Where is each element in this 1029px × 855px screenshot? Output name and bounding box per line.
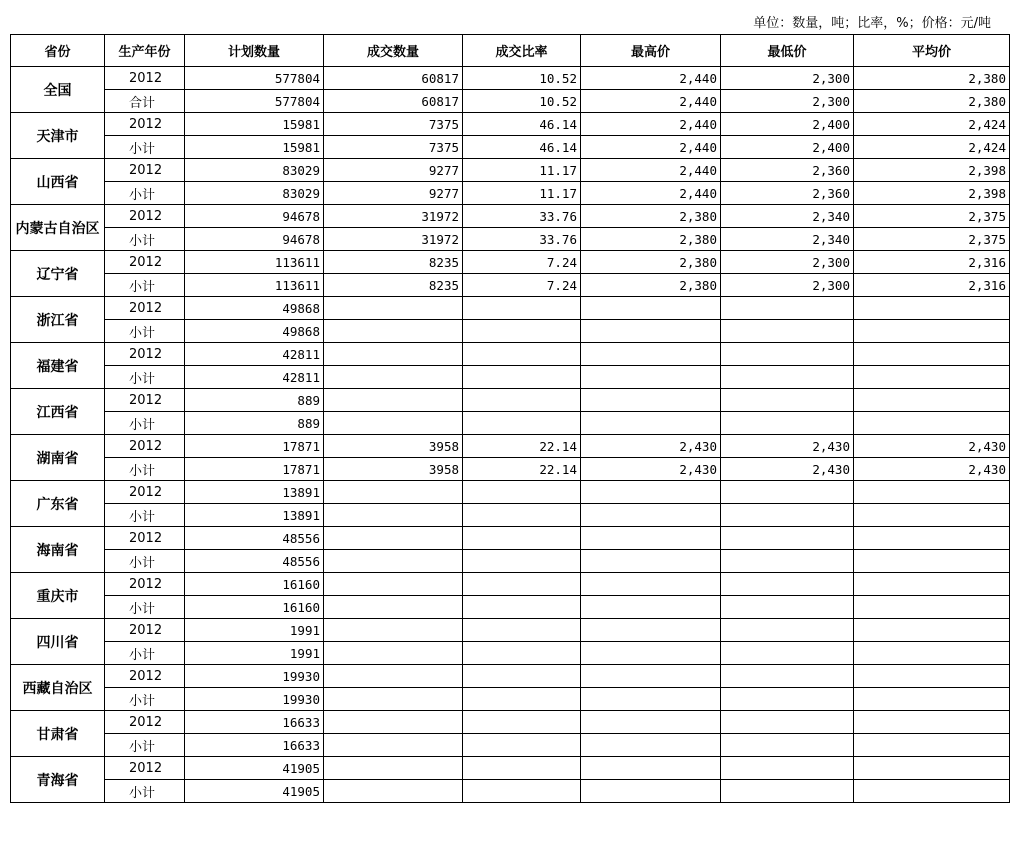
province-cell: 福建省 (11, 343, 105, 389)
table-row (11, 113, 1010, 136)
table-row (11, 67, 1010, 90)
max-price-cell (581, 573, 721, 596)
province-cell: 广东省 (11, 481, 105, 527)
max-price-cell (581, 757, 721, 780)
header-min-price: 最低价 (721, 35, 854, 67)
min-price-cell (721, 297, 854, 320)
province-cell: 青海省 (11, 757, 105, 803)
plan-qty-cell: 17871 (185, 435, 324, 458)
year-cell: 小计 (105, 412, 185, 435)
avg-price-cell (854, 757, 1010, 780)
deal-qty-cell: 8235 (324, 274, 463, 297)
max-price-cell (581, 527, 721, 550)
year-cell: 2012 (105, 711, 185, 734)
year-cell: 2012 (105, 389, 185, 412)
max-price-cell: 2,440 (581, 136, 721, 159)
avg-price-cell (854, 504, 1010, 527)
year-cell: 2012 (105, 67, 185, 90)
avg-price-cell: 2,430 (854, 458, 1010, 481)
avg-price-cell: 2,398 (854, 182, 1010, 205)
min-price-cell: 2,400 (721, 136, 854, 159)
deal-qty-cell (324, 550, 463, 573)
min-price-cell (721, 412, 854, 435)
table-row (11, 251, 1010, 274)
avg-price-cell (854, 642, 1010, 665)
table-row (11, 182, 1010, 205)
header-year: 生产年份 (105, 35, 185, 67)
province-cell: 全国 (11, 67, 105, 113)
deal-qty-cell (324, 343, 463, 366)
max-price-cell (581, 412, 721, 435)
min-price-cell (721, 343, 854, 366)
plan-qty-cell: 15981 (185, 136, 324, 159)
table-row (11, 389, 1010, 412)
table-row (11, 205, 1010, 228)
deal-ratio-cell (463, 343, 581, 366)
deal-ratio-cell: 33.76 (463, 205, 581, 228)
deal-qty-cell: 60817 (324, 90, 463, 113)
avg-price-cell (854, 320, 1010, 343)
unit-note: 单位：数量，吨；比率，%；价格：元/吨 (753, 16, 991, 31)
deal-qty-cell (324, 711, 463, 734)
plan-qty-cell: 19930 (185, 688, 324, 711)
deal-ratio-cell (463, 757, 581, 780)
max-price-cell (581, 688, 721, 711)
deal-qty-cell (324, 481, 463, 504)
table-row (11, 573, 1010, 596)
max-price-cell: 2,440 (581, 67, 721, 90)
plan-qty-cell: 577804 (185, 90, 324, 113)
province-cell: 甘肃省 (11, 711, 105, 757)
province-cell: 四川省 (11, 619, 105, 665)
deal-ratio-cell: 46.14 (463, 136, 581, 159)
plan-qty-cell: 94678 (185, 228, 324, 251)
province-cell: 重庆市 (11, 573, 105, 619)
year-cell: 小计 (105, 550, 185, 573)
min-price-cell: 2,400 (721, 113, 854, 136)
year-cell: 小计 (105, 642, 185, 665)
plan-qty-cell: 17871 (185, 458, 324, 481)
table-row (11, 642, 1010, 665)
deal-qty-cell (324, 412, 463, 435)
deal-ratio-cell (463, 481, 581, 504)
plan-qty-cell: 113611 (185, 274, 324, 297)
min-price-cell: 2,430 (721, 458, 854, 481)
year-cell: 2012 (105, 481, 185, 504)
avg-price-cell (854, 573, 1010, 596)
avg-price-cell (854, 389, 1010, 412)
table-row (11, 711, 1010, 734)
province-cell: 西藏自治区 (11, 665, 105, 711)
plan-qty-cell: 83029 (185, 182, 324, 205)
plan-qty-cell: 41905 (185, 757, 324, 780)
plan-qty-cell: 49868 (185, 297, 324, 320)
min-price-cell (721, 734, 854, 757)
max-price-cell: 2,380 (581, 251, 721, 274)
min-price-cell (721, 619, 854, 642)
year-cell: 小计 (105, 136, 185, 159)
max-price-cell: 2,440 (581, 182, 721, 205)
deal-ratio-cell (463, 297, 581, 320)
max-price-cell (581, 665, 721, 688)
deal-qty-cell (324, 573, 463, 596)
deal-ratio-cell: 22.14 (463, 435, 581, 458)
year-cell: 2012 (105, 619, 185, 642)
deal-ratio-cell (463, 389, 581, 412)
table-row (11, 619, 1010, 642)
header-max-price: 最高价 (581, 35, 721, 67)
plan-qty-cell: 19930 (185, 665, 324, 688)
avg-price-cell (854, 619, 1010, 642)
min-price-cell (721, 665, 854, 688)
table-row (11, 596, 1010, 619)
table-row (11, 412, 1010, 435)
deal-qty-cell: 8235 (324, 251, 463, 274)
min-price-cell (721, 573, 854, 596)
avg-price-cell: 2,430 (854, 435, 1010, 458)
avg-price-cell (854, 527, 1010, 550)
max-price-cell (581, 780, 721, 803)
deal-qty-cell (324, 366, 463, 389)
table-row (11, 734, 1010, 757)
year-cell: 2012 (105, 343, 185, 366)
max-price-cell: 2,380 (581, 205, 721, 228)
max-price-cell (581, 550, 721, 573)
year-cell: 小计 (105, 688, 185, 711)
table-row (11, 159, 1010, 182)
max-price-cell (581, 619, 721, 642)
max-price-cell (581, 389, 721, 412)
table-row (11, 780, 1010, 803)
min-price-cell: 2,360 (721, 159, 854, 182)
year-cell: 小计 (105, 274, 185, 297)
province-cell: 海南省 (11, 527, 105, 573)
table-row (11, 435, 1010, 458)
deal-ratio-cell (463, 665, 581, 688)
table-row (11, 228, 1010, 251)
deal-qty-cell (324, 734, 463, 757)
avg-price-cell: 2,380 (854, 67, 1010, 90)
avg-price-cell: 2,398 (854, 159, 1010, 182)
year-cell: 2012 (105, 251, 185, 274)
max-price-cell: 2,430 (581, 458, 721, 481)
plan-qty-cell: 889 (185, 412, 324, 435)
max-price-cell: 2,440 (581, 113, 721, 136)
plan-qty-cell: 113611 (185, 251, 324, 274)
year-cell: 小计 (105, 734, 185, 757)
min-price-cell (721, 389, 854, 412)
year-cell: 小计 (105, 458, 185, 481)
deal-ratio-cell (463, 780, 581, 803)
min-price-cell: 2,340 (721, 228, 854, 251)
year-cell: 2012 (105, 435, 185, 458)
table-row (11, 136, 1010, 159)
min-price-cell (721, 527, 854, 550)
max-price-cell (581, 320, 721, 343)
deal-ratio-cell (463, 642, 581, 665)
province-cell: 内蒙古自治区 (11, 205, 105, 251)
deal-qty-cell (324, 527, 463, 550)
plan-qty-cell: 16160 (185, 573, 324, 596)
plan-qty-cell: 13891 (185, 504, 324, 527)
plan-qty-cell: 41905 (185, 780, 324, 803)
deal-qty-cell: 60817 (324, 67, 463, 90)
deal-qty-cell (324, 688, 463, 711)
min-price-cell: 2,300 (721, 251, 854, 274)
max-price-cell (581, 481, 721, 504)
min-price-cell (721, 596, 854, 619)
deal-ratio-cell: 22.14 (463, 458, 581, 481)
header-province: 省份 (11, 35, 105, 67)
plan-qty-cell: 42811 (185, 343, 324, 366)
year-cell: 小计 (105, 596, 185, 619)
deal-qty-cell (324, 780, 463, 803)
min-price-cell (721, 688, 854, 711)
min-price-cell (721, 550, 854, 573)
avg-price-cell (854, 481, 1010, 504)
deal-ratio-cell (463, 596, 581, 619)
max-price-cell (581, 504, 721, 527)
deal-ratio-cell: 33.76 (463, 228, 581, 251)
min-price-cell (721, 642, 854, 665)
min-price-cell (721, 711, 854, 734)
deal-qty-cell: 7375 (324, 113, 463, 136)
year-cell: 小计 (105, 182, 185, 205)
plan-qty-cell: 15981 (185, 113, 324, 136)
year-cell: 小计 (105, 320, 185, 343)
deal-ratio-cell (463, 504, 581, 527)
header-row (11, 35, 1010, 67)
max-price-cell (581, 711, 721, 734)
table-row (11, 688, 1010, 711)
avg-price-cell (854, 688, 1010, 711)
avg-price-cell: 2,316 (854, 274, 1010, 297)
year-cell: 小计 (105, 780, 185, 803)
deal-ratio-cell: 7.24 (463, 274, 581, 297)
plan-qty-cell: 1991 (185, 619, 324, 642)
plan-qty-cell: 83029 (185, 159, 324, 182)
table-row (11, 458, 1010, 481)
avg-price-cell (854, 596, 1010, 619)
deal-qty-cell (324, 596, 463, 619)
deal-ratio-cell (463, 734, 581, 757)
min-price-cell (721, 481, 854, 504)
deal-ratio-cell (463, 320, 581, 343)
year-cell: 2012 (105, 159, 185, 182)
year-cell: 2012 (105, 665, 185, 688)
deal-qty-cell: 9277 (324, 159, 463, 182)
plan-qty-cell: 577804 (185, 67, 324, 90)
table-row (11, 527, 1010, 550)
plan-qty-cell: 48556 (185, 550, 324, 573)
min-price-cell: 2,300 (721, 274, 854, 297)
min-price-cell: 2,300 (721, 90, 854, 113)
table-row (11, 343, 1010, 366)
deal-qty-cell: 3958 (324, 458, 463, 481)
min-price-cell: 2,300 (721, 67, 854, 90)
deal-ratio-cell: 11.17 (463, 159, 581, 182)
avg-price-cell (854, 734, 1010, 757)
province-cell: 湖南省 (11, 435, 105, 481)
min-price-cell (721, 504, 854, 527)
plan-qty-cell: 889 (185, 389, 324, 412)
deal-ratio-cell (463, 366, 581, 389)
min-price-cell (721, 320, 854, 343)
table-row (11, 90, 1010, 113)
deal-ratio-cell (463, 711, 581, 734)
year-cell: 小计 (105, 504, 185, 527)
plan-qty-cell: 16633 (185, 711, 324, 734)
table-row (11, 320, 1010, 343)
province-cell: 山西省 (11, 159, 105, 205)
plan-qty-cell: 16160 (185, 596, 324, 619)
table-row (11, 297, 1010, 320)
deal-qty-cell (324, 504, 463, 527)
plan-qty-cell: 16633 (185, 734, 324, 757)
deal-qty-cell: 9277 (324, 182, 463, 205)
min-price-cell (721, 780, 854, 803)
province-cell: 浙江省 (11, 297, 105, 343)
table-row (11, 366, 1010, 389)
avg-price-cell: 2,375 (854, 205, 1010, 228)
deal-ratio-cell (463, 573, 581, 596)
max-price-cell: 2,430 (581, 435, 721, 458)
avg-price-cell (854, 550, 1010, 573)
year-cell: 2012 (105, 113, 185, 136)
plan-qty-cell: 94678 (185, 205, 324, 228)
deal-qty-cell (324, 320, 463, 343)
year-cell: 合计 (105, 90, 185, 113)
deal-ratio-cell (463, 550, 581, 573)
avg-price-cell: 2,424 (854, 113, 1010, 136)
min-price-cell: 2,430 (721, 435, 854, 458)
table-body (11, 67, 1010, 803)
deal-ratio-cell: 11.17 (463, 182, 581, 205)
avg-price-cell (854, 711, 1010, 734)
year-cell: 小计 (105, 366, 185, 389)
table-row (11, 550, 1010, 573)
min-price-cell: 2,360 (721, 182, 854, 205)
deal-qty-cell (324, 665, 463, 688)
deal-ratio-cell: 10.52 (463, 67, 581, 90)
avg-price-cell (854, 412, 1010, 435)
table-row (11, 504, 1010, 527)
max-price-cell (581, 734, 721, 757)
header-avg-price: 平均价 (854, 35, 1010, 67)
deal-ratio-cell: 7.24 (463, 251, 581, 274)
plan-qty-cell: 48556 (185, 527, 324, 550)
deal-ratio-cell: 10.52 (463, 90, 581, 113)
header-plan-qty: 计划数量 (185, 35, 324, 67)
min-price-cell (721, 366, 854, 389)
avg-price-cell: 2,316 (854, 251, 1010, 274)
header-deal-qty: 成交数量 (324, 35, 463, 67)
deal-qty-cell (324, 619, 463, 642)
avg-price-cell: 2,424 (854, 136, 1010, 159)
deal-ratio-cell: 46.14 (463, 113, 581, 136)
max-price-cell: 2,380 (581, 228, 721, 251)
deal-qty-cell: 7375 (324, 136, 463, 159)
min-price-cell (721, 757, 854, 780)
table-row (11, 274, 1010, 297)
plan-qty-cell: 13891 (185, 481, 324, 504)
province-cell: 江西省 (11, 389, 105, 435)
deal-qty-cell: 3958 (324, 435, 463, 458)
max-price-cell: 2,380 (581, 274, 721, 297)
deal-qty-cell (324, 297, 463, 320)
year-cell: 2012 (105, 297, 185, 320)
max-price-cell (581, 343, 721, 366)
year-cell: 2012 (105, 757, 185, 780)
max-price-cell (581, 642, 721, 665)
deal-qty-cell (324, 642, 463, 665)
year-cell: 小计 (105, 228, 185, 251)
year-cell: 2012 (105, 573, 185, 596)
auction-results-table (10, 34, 1010, 803)
avg-price-cell: 2,380 (854, 90, 1010, 113)
deal-ratio-cell (463, 619, 581, 642)
year-cell: 2012 (105, 205, 185, 228)
max-price-cell (581, 596, 721, 619)
avg-price-cell (854, 343, 1010, 366)
avg-price-cell: 2,375 (854, 228, 1010, 251)
max-price-cell (581, 297, 721, 320)
deal-qty-cell: 31972 (324, 205, 463, 228)
max-price-cell: 2,440 (581, 90, 721, 113)
year-cell: 2012 (105, 527, 185, 550)
min-price-cell: 2,340 (721, 205, 854, 228)
province-cell: 辽宁省 (11, 251, 105, 297)
table-row (11, 757, 1010, 780)
avg-price-cell (854, 297, 1010, 320)
avg-price-cell (854, 780, 1010, 803)
avg-price-cell (854, 366, 1010, 389)
deal-ratio-cell (463, 688, 581, 711)
table-row (11, 665, 1010, 688)
deal-ratio-cell (463, 527, 581, 550)
plan-qty-cell: 42811 (185, 366, 324, 389)
plan-qty-cell: 49868 (185, 320, 324, 343)
max-price-cell: 2,440 (581, 159, 721, 182)
plan-qty-cell: 1991 (185, 642, 324, 665)
table-row (11, 481, 1010, 504)
deal-ratio-cell (463, 412, 581, 435)
deal-qty-cell: 31972 (324, 228, 463, 251)
deal-qty-cell (324, 757, 463, 780)
avg-price-cell (854, 665, 1010, 688)
province-cell: 天津市 (11, 113, 105, 159)
deal-qty-cell (324, 389, 463, 412)
max-price-cell (581, 366, 721, 389)
header-deal-ratio: 成交比率 (463, 35, 581, 67)
